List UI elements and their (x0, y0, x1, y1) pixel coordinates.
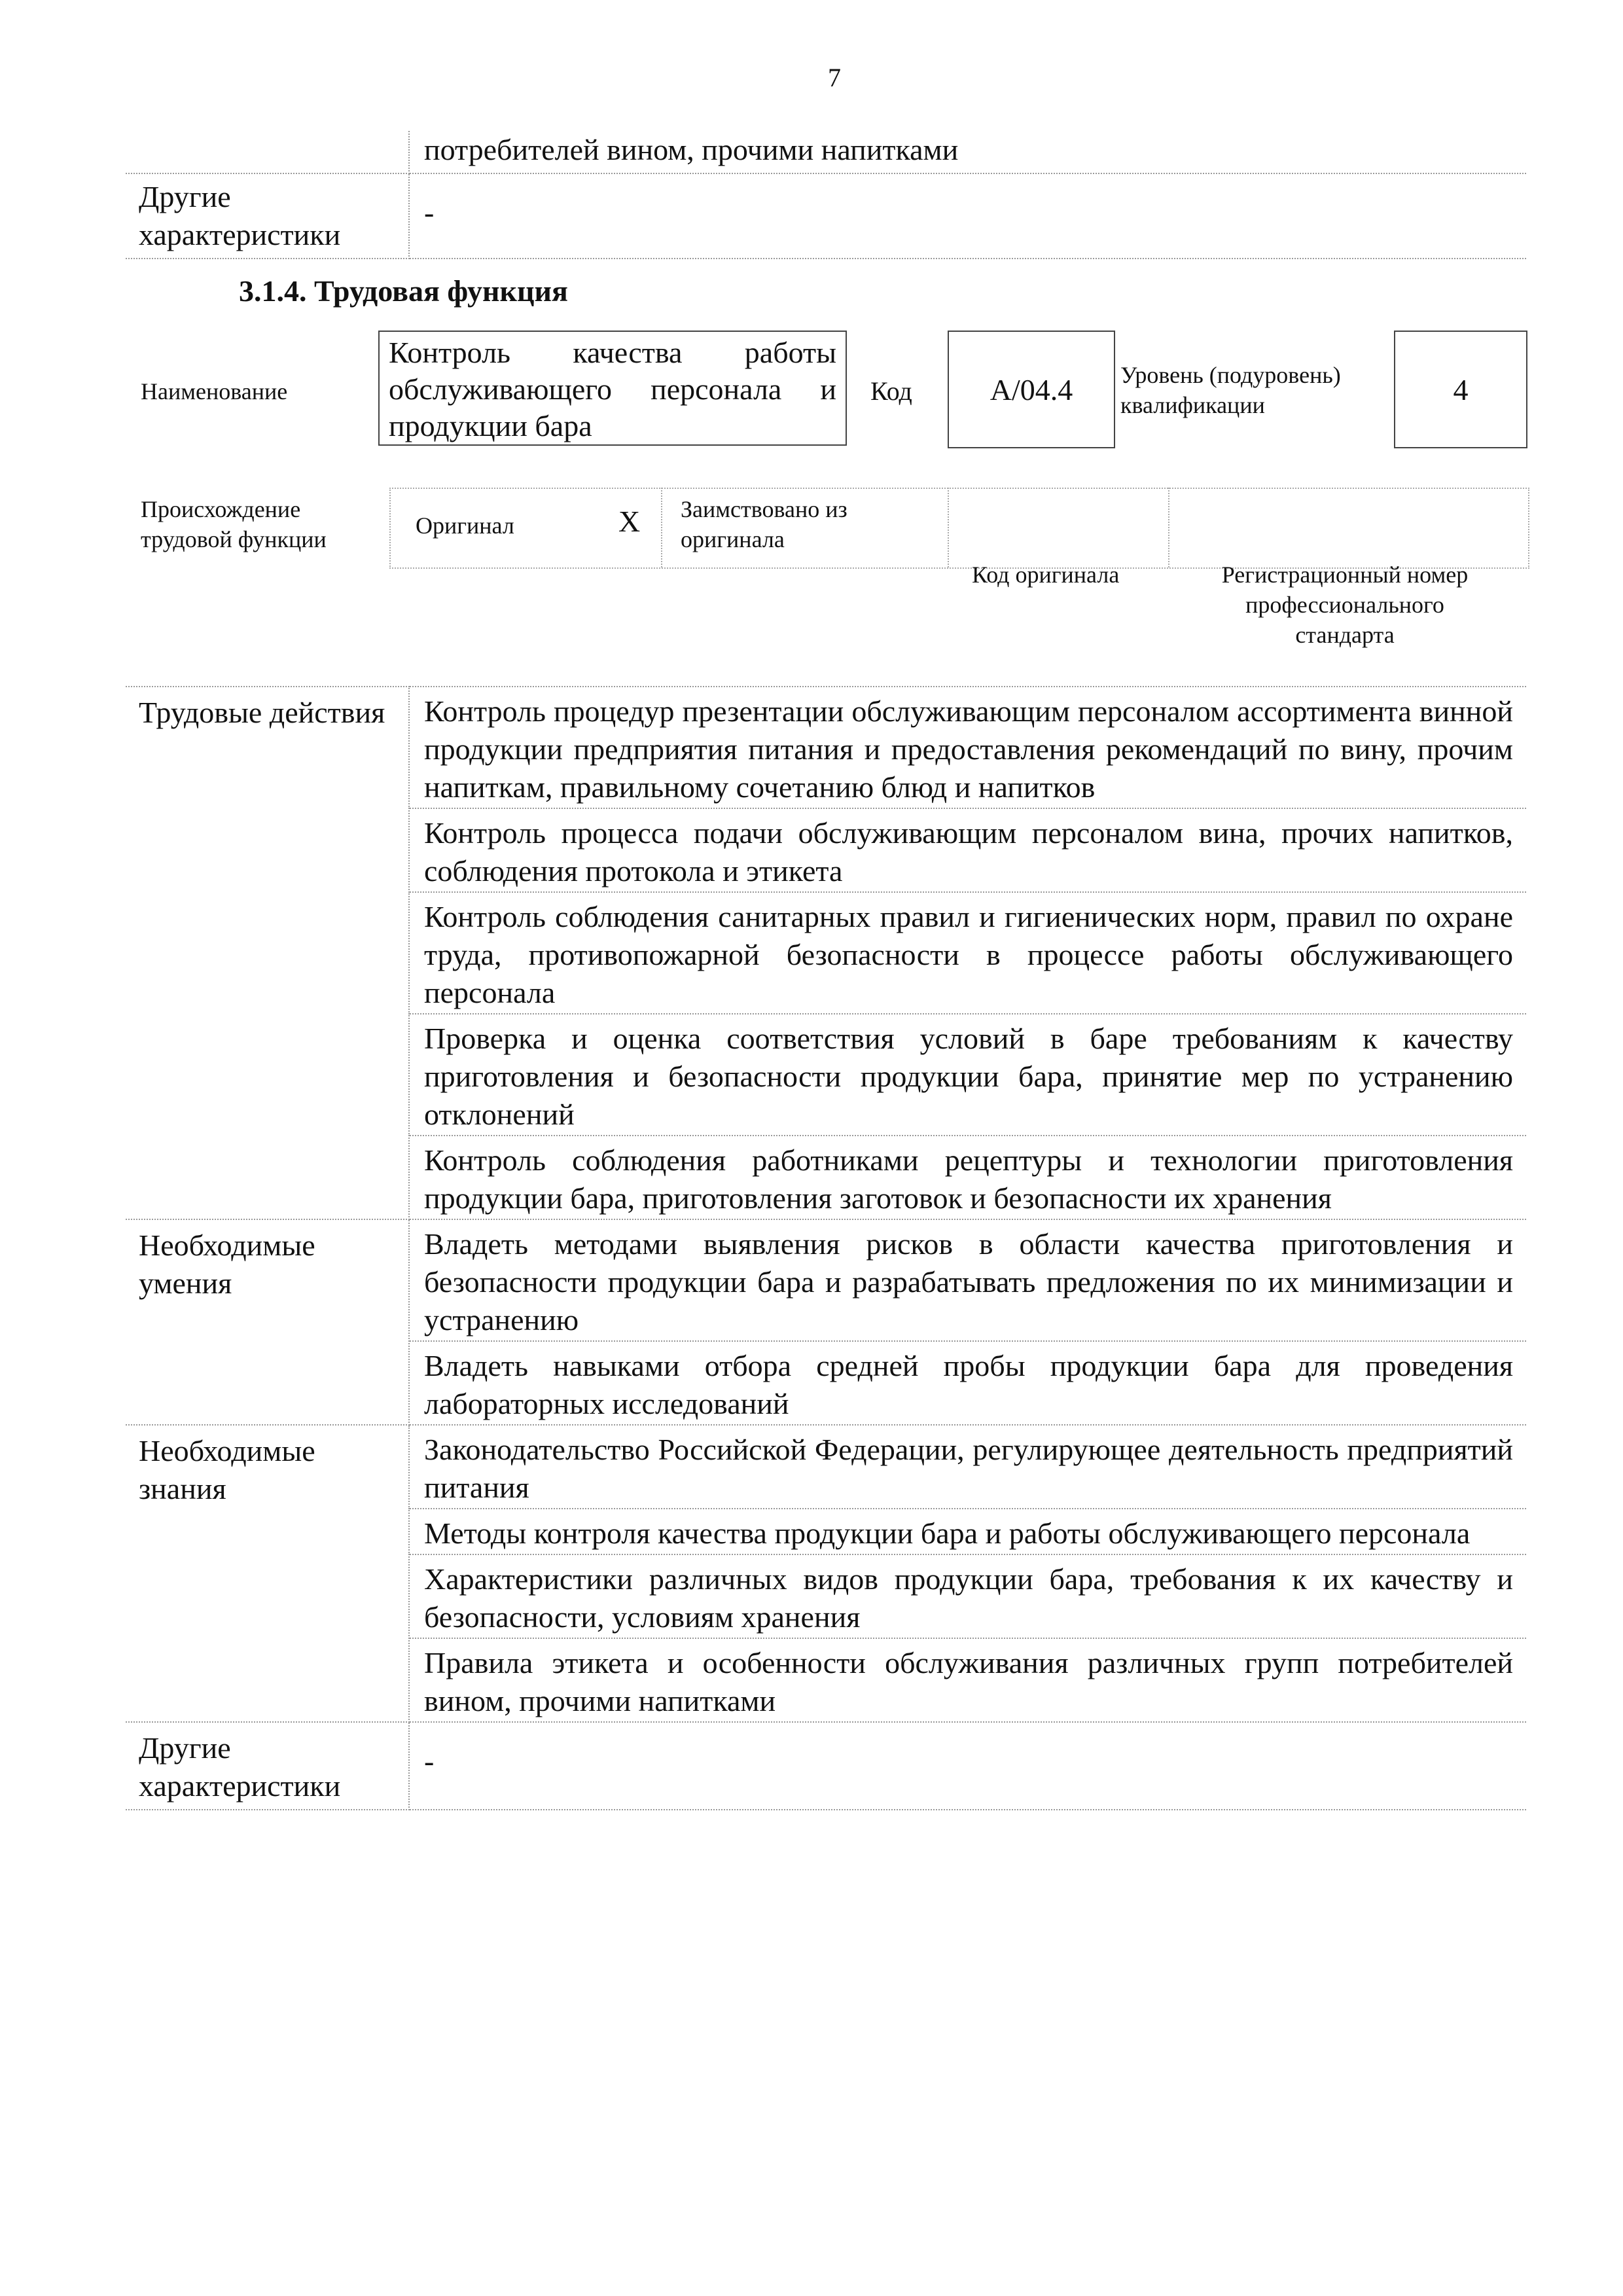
origin-box (389, 488, 1529, 569)
origin-divider (1168, 488, 1171, 567)
code-original-label: Код оригинала (972, 562, 1120, 588)
labor-function-table (126, 686, 1526, 1810)
labor-action-item: Контроль процедур презентации обслуживающим персоналом ассортимента винной продукции предприятия питания и предоставления рекомендаций по вину, прочим напиткам, правильному сочетанию блюд и напитков (409, 687, 1526, 808)
origin-divider (661, 488, 664, 567)
qualification-level-box (1394, 331, 1527, 448)
other-characteristics-label: Другие характеристики (126, 1722, 409, 1810)
knowledge-item: Методы контроля качества продукции бара и работы обслуживающего персонала (409, 1509, 1526, 1554)
continuation-text: потребителей вином, прочими напитками (409, 131, 1526, 173)
knowledge-label: Необходимые знания (126, 1425, 409, 1722)
table-row (126, 173, 1526, 259)
table-row (126, 1722, 1526, 1810)
knowledge-item: Характеристики различных видов продукции бара, требования к их качеству и безопасности, условиям хранения (409, 1554, 1526, 1638)
qualification-level-value: 4 (1453, 372, 1469, 406)
table-cell-empty (126, 131, 409, 173)
table-row (126, 1425, 1526, 1509)
labor-action-item: Проверка и оценка соответствия условий в баре требованиям к качеству приготовления и безопасности продукции бара, принятие мер по устранению отклонений (409, 1014, 1526, 1136)
other-characteristics-value: - (409, 173, 1526, 259)
labor-actions-label: Трудовые действия (126, 687, 409, 1219)
original-mark: X (618, 505, 641, 538)
other-characteristics-label: Другие характеристики (126, 173, 409, 259)
original-label: Оригинал (416, 512, 514, 539)
function-code-box (948, 331, 1115, 448)
table-row (126, 131, 1526, 173)
labor-action-item: Контроль соблюдения работниками рецептуры и технологии приготовления продукции бара, приготовления заготовок и безопасности их хранения (409, 1136, 1526, 1219)
table-row (126, 1219, 1526, 1341)
page-number: 7 (828, 63, 841, 92)
registration-number-label: Регистрационный номер профессионального стандарта (1221, 562, 1469, 648)
skill-item: Владеть навыками отбора средней пробы продукции бара для проведения лабораторных исследований (409, 1341, 1526, 1425)
section-title: 3.1.4. Трудовая функция (239, 274, 568, 308)
previous-function-table-tail (126, 131, 1526, 259)
name-label: Наименование (141, 378, 288, 404)
skills-label: Необходимые умения (126, 1219, 409, 1425)
function-name-box: Контроль качества работы обслуживающего персонала и продукции бара (378, 331, 847, 446)
labor-action-item: Контроль соблюдения санитарных правил и гигиенических норм, правил по охране труда, противопожарной безопасности в процессе работы обслуживающего персонала (409, 892, 1526, 1014)
other-characteristics-value: - (409, 1722, 1526, 1810)
skill-item: Владеть методами выявления рисков в области качества приготовления и безопасности продукции бара и разрабатывать предложения по их минимизации и устранению (409, 1219, 1526, 1341)
knowledge-item: Законодательство Российской Федерации, регулирующее деятельность предприятий питания (409, 1425, 1526, 1509)
qualification-level-label: Уровень (подуровень) квалификации (1120, 362, 1341, 418)
code-label: Код (870, 376, 912, 406)
labor-action-item: Контроль процесса подачи обслуживающим персоналом вина, прочих напитков, соблюдения протокола и этикета (409, 808, 1526, 892)
function-code-value: A/04.4 (990, 372, 1073, 406)
origin-divider (948, 488, 950, 567)
table-row (126, 687, 1526, 808)
borrowed-label: Заимствовано из оригинала (681, 496, 847, 552)
knowledge-item: Правила этикета и особенности обслуживания различных групп потребителей вином, прочими напитками (409, 1638, 1526, 1722)
origin-label: Происхождение трудовой функции (141, 496, 327, 552)
